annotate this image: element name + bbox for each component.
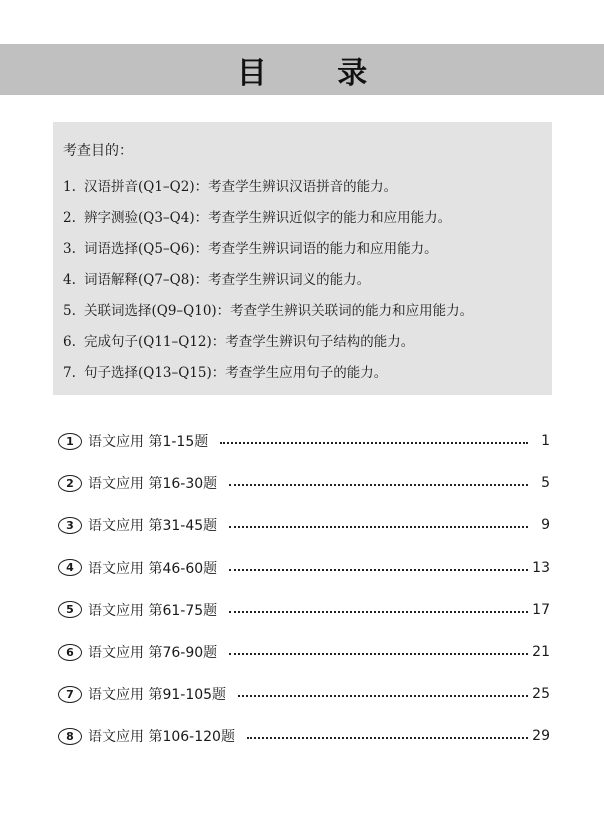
toc-page-number: 5 [541,475,550,492]
toc-entry[interactable] [58,557,550,579]
toc-page-number: 17 [532,601,550,618]
toc-page-number: 9 [541,517,550,534]
toc-entry[interactable] [58,514,550,536]
dot-leader [229,653,528,655]
toc-entry[interactable] [58,430,550,452]
objectives-heading: 考查目的： [63,143,133,159]
dot-leader [229,611,528,613]
objective-item: 1. 汉语拼音(Q1–Q2)：考查学生辨识汉语拼音的能力。 [63,179,398,195]
toc-entry-label: 语文应用 第91-105题 [88,687,227,704]
dot-leader [229,526,528,528]
toc-entry-label: 语文应用 第106-120题 [88,729,235,746]
toc-entry[interactable] [58,725,550,747]
objectives-list [63,178,473,395]
toc-entry[interactable] [58,599,550,621]
circled-number-badge: 1 [58,433,82,450]
toc-entry-label: 语文应用 第16-30题 [88,476,218,493]
dot-leader [238,695,528,697]
toc-page-number: 29 [532,728,550,745]
objective-item: 5. 关联词选择(Q9–Q10)：考查学生辨识关联词的能力和应用能力。 [63,303,474,319]
objectives-box [53,122,552,395]
circled-number-badge: 6 [58,644,82,661]
objective-item: 7. 句子选择(Q13–Q15)：考查学生应用句子的能力。 [63,365,388,381]
toc-entry-label: 语文应用 第31-45题 [88,518,218,535]
circled-number-badge: 8 [58,728,82,745]
toc-entry-label: 语文应用 第76-90题 [88,645,218,661]
toc-entry-label: 语文应用 第46-60题 [88,560,218,577]
toc-entry-label: 语文应用 第61-75题 [88,602,218,619]
toc-entry[interactable] [58,641,550,663]
objective-item: 4. 词语解释(Q7–Q8)：考查学生辨识词义的能力。 [63,272,371,288]
circled-number-badge: 5 [58,601,82,618]
title-bar [0,44,604,95]
dot-leader [220,442,528,444]
objective-item: 3. 词语选择(Q5–Q6)：考查学生辨识词语的能力和应用能力。 [63,241,438,257]
toc-page-number: 13 [532,559,550,576]
toc-entry[interactable] [58,683,550,705]
toc-page-number: 21 [532,644,550,660]
circled-number-badge: 7 [58,686,82,703]
dot-leader [247,737,528,739]
circled-number-badge: 3 [58,517,82,534]
objective-item: 2. 辨字测验(Q3–Q4)：考查学生辨识近似字的能力和应用能力。 [63,210,452,226]
toc-page-number: 1 [541,433,550,449]
circled-number-badge: 2 [58,475,82,492]
toc-entry-label: 语文应用 第1-15题 [88,434,209,450]
circled-number-badge: 4 [58,559,82,576]
dot-leader [229,569,528,571]
page-title: 目 录 [236,55,398,91]
toc-entry[interactable] [58,472,550,494]
objective-item: 6. 完成句子(Q11–Q12)：考查学生辨识句子结构的能力。 [63,334,415,350]
toc-page-number: 25 [532,686,550,703]
dot-leader [229,484,528,486]
